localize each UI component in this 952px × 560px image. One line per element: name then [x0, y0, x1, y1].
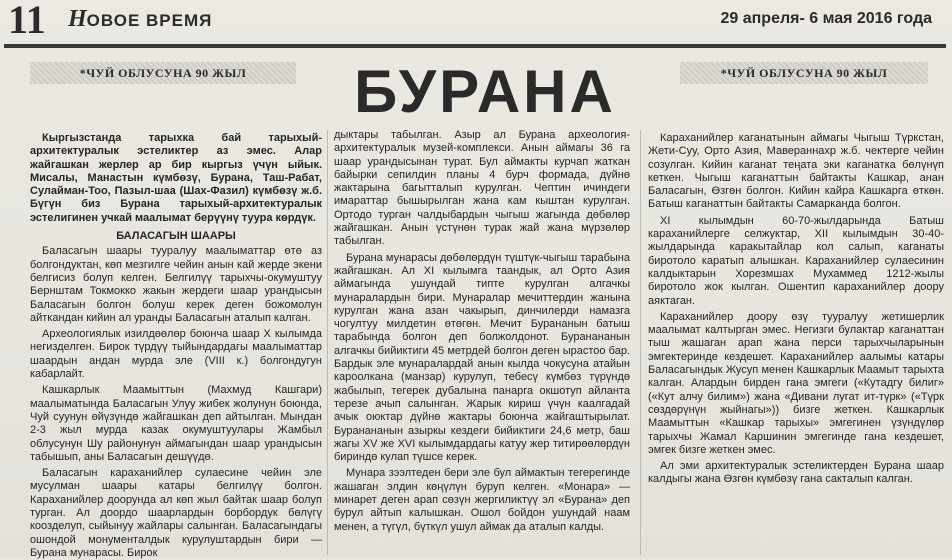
page-header [0, 0, 952, 52]
newspaper-brand [68, 6, 212, 33]
brand-name: ОВОЕ ВРЕМЯ [86, 11, 213, 30]
article-title: БУРАНА [354, 58, 616, 125]
article-column-3 [648, 132, 944, 487]
section-subheading: БАЛАСАГЫН ШААРЫ [116, 230, 236, 243]
paragraph: XI кылымдын 60-70-жылдарында Батыш караханийлерге селжуктар, XII кылымдын 30-40-жылдарында каракытайлар кол салып, каганаты биротоло каратып алышкан. Караханийлер сулаесинин калдыктарын Хорезмшах Мухаммед 1212-жылы биротоло жок кылган. Ошентип караханийлер доору аяктаган. [648, 214, 944, 307]
rubric-left: *ЧУЙ ОБЛУСУНА 90 ЖЫЛ [30, 62, 296, 84]
article-column-2 [334, 129, 630, 534]
brand-initial: Н [68, 6, 87, 32]
paragraph: Мунара зээлтеден бери эле бул аймактын тегерегинде жашаган элдин көңүлүн буруп келген. «Монара» — минарет деген арап сөзүн жергиликтүү эл «Бурана» деп бурул айтып калышкан. Ошол бойдон ушундай наам менен, а түгүл, бүткүл ушул аймак да аталып калды. [334, 467, 630, 533]
page-number: 11 [8, 0, 46, 42]
paragraph: Караханийлер каганатынын аймагы Чыгыш Түркстан, Жети-Суу, Орто Азия, Мавераннахр ж.б. чектерге чейин созулган. Кийин каганат теңата эки каганатка бөлүнүп кеткен. Чыгыш каганаттын байтакты Кашкар, анан Баласагын, Өзгөн болгон. Кийин кайра Кашкарга өткөн. Батыш каганаттын байтакты Самарканда болгон. [648, 132, 944, 211]
paragraph: Баласагын шаары тууралуу маалыматтар өтө аз болгондуктан, көп мезгилге чейин анын кай жерде экени белгисиз болуп келген. Белгилүү тарыхчы-окумуштуу Бернштам Токмокко жакын жердеги шаар урандысын Баласагын болгон болуш керек деген божомолун айткандан кийин ал уранды Баласагын аталып калган. [30, 245, 322, 324]
article-lead: Кыргызстанда тарыхка бай тарыхый-архитектуралык эстеликтер аз эмес. Алар жайгашкан жерлер ар бир кыргыз үчүн ыйык. Мисалы, Манастын күмбөзү, Бурана, Таш-Рабат, Сулайман-Тоо, Пазыл-шаа (Шах-Фазил) күмбөзү ж.б. Бүгүн биз Бурана тарыхый-архитектуралык эстелигинен учкай маалымат берүүнү туура көрдүк. [30, 132, 322, 224]
issue-date: 29 апреля- 6 мая 2016 года [720, 10, 932, 27]
paragraph: Археологиялык изилдөөлөр боюнча шаар X кылымда негизделген. Бирок түрдүү тыйындардагы маалыматтар шаардын андан мурда эле (VIII к.) болгондугун кабарлайт. [30, 328, 322, 381]
header-rule [4, 44, 946, 48]
paragraph: дыктары табылган. Азыр ал Бурана археология-архитектуралык музей-комплекси. Анын аймагы 36 га шаар урандысынан турат. Бул аймакты курчап жаткан байырки сепилдин планы 4 бурч формада, дүйнө жактарына багытталып курулган. Чептин ичиндеги имараттар бышырылган жана кам кыштан курулган. Ортодо турган чалдыбардын чыгыш жагында дөбөлөр жайгашкан. Анын үстүнөн турак жай жана мүрзөлөр табылган. [334, 129, 630, 248]
paragraph: Бурана мунарасы дөбөлөрдүн түштүк-чыгыш тарабына жайгашкан. Ал XI кылымга таандык, ал Орто Азия аймагында ушундай типте курулган алгачкы мунаралардын бири. Мунаралар мечиттердин жанына курулган жана азан чакырып, динчилерди намазга чогултуу милдетин өтөгөн. Мечит Бурананын батыш тарабында болгон деп болжолдонот. Буранананын алгачкы бийиктиги 45 метрдей болгон деген ырастоо бар. Бардык эле мунаралардай анын кылда чокусуна атайын кароолкана (манзар) курулуп, тебесү күмбөз түрүндө жабылып, тегерек дубалына панарга окшотуп айланта терезе ачып салынган. Жарык кириш үчүн каалгадай ачык оюктар дүйнө жактары боюнча жайгаштырылат. Буранананын азыркы кездеги бийиктиги 24,6 метр, баш жагы XV же XVI кылымдардагы катуу жер титирөөлөрдүн бириндө кулап түшсе керек. [334, 251, 630, 464]
column-divider [327, 130, 328, 555]
paragraph: Кашкарлык Маамыттын (Махмуд Кашгари) маалыматында Баласагын Улуу жибек жолунун боюнда, Чуй суунун өйүзүндө жайгашкан деп айтылган. Мындан 2-3 жыл мурда казак окумуштуулары Жамбыл облусунун Шу районунун аймагындан шаар урандысын табышып, аны Баласагын дешүүдө. [30, 384, 322, 463]
paragraph: Караханийлер доору өзү тууралуу жетишерлик маалымат калтырган эмес. Негизги булактар каганаттан тыш жашаган арап жана перси тарыхчыларынын эмгектериндe кездешет. Караханийлер аалымы катары Баласагындык Жусуп менен Кашкарлык Маамыт тарыхта калган. Алардын бирден гана эмгеги («Кутадгу билиг» («Кут алчу билим») жана «Дивани лугат ит-түрк» («Түрк сөздөрүнүн жыйнагы»)) бизге жеткен. Кашкарлык Маамыттын «Кашкар тарыхы» эмгегинен үзүндүлөр тарыхчы Жамал Каршинин эмгегинде гана кездешет, эмгек бизге жеткен эмес. [648, 310, 944, 456]
paragraph: Баласагын караханийлер сулаесине чейин эле мусулман шаары катары белгилүү болгон. Караханийлер доорунда ал көп жыл байтак шаар болуп турган. Ал доордо шаарлардын борбордук бөлүгү коозделуп, сыйынуу жайлары салынган. Баласагындагы ошондой монументалдык курулуштардын бири — Бурана мунарасы. Бирок [30, 467, 322, 559]
rubric-right: *ЧУЙ ОБЛУСУНА 90 ЖЫЛ [680, 62, 928, 84]
column-divider [640, 130, 641, 555]
article-column-1 [30, 132, 322, 560]
paragraph: Ал эми архитектуралык эстеликтерден Бурана шаар калдыгы жана Өзгөн күмбөзү гана сакталып калган. [648, 460, 944, 486]
